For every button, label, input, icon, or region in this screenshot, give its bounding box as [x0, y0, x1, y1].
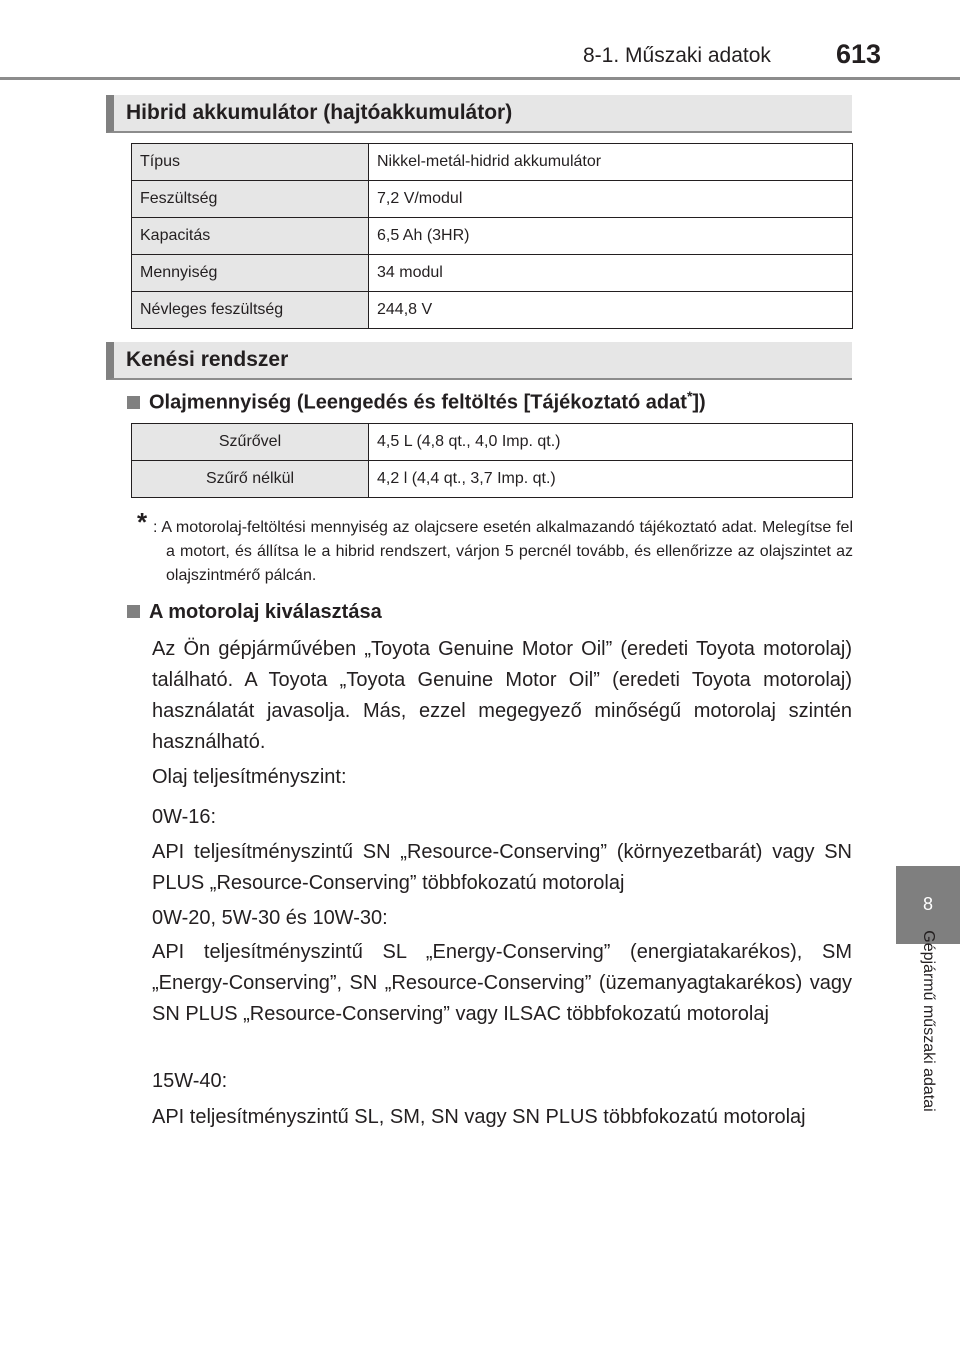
table-key: Szűrő nélkül [132, 461, 369, 498]
table-value: 4,2 l (4,4 qt., 3,7 Imp. qt.) [369, 461, 853, 498]
oil-grade-2 [152, 903, 852, 934]
oil-capacity-table [131, 423, 853, 498]
paragraph: Az Ön gépjárművében „Toyota Genuine Motor Oil” (eredeti Toyota motorolaj) található. A Toyota „Toyota Genuine Motor Oil” (eredeti Toyota motorolaj) használatát javasolja. Más, ezzel megegyező minőségű motorolaj szintén használható. [152, 638, 852, 753]
section-title: Kenési rendszer [126, 348, 289, 371]
table-row [132, 424, 853, 461]
header-divider [0, 77, 960, 80]
paragraph: API teljesítményszintű SL „Energy-Conserving” (energiatakarékos), SM „Energy-Conserving”, SN „Resource-Conserving” (üzemanyagtakarékos) vagy SN PLUS „Resource-Conserving” vagy ILSAC többfokozatú motorolaj [152, 941, 852, 1025]
header-section-title: 8-1. Műszaki adatok [583, 44, 771, 67]
chapter-side-label-text: Gépjármű műszaki adatai [920, 930, 937, 1112]
hybrid-battery-table [131, 143, 853, 329]
paragraph: API teljesítményszintű SN „Resource-Conserving” (környezetbarát) vagy SN PLUS „Resource-Conserving” többfokozatú motorolaj [152, 841, 852, 894]
table-key: Szűrővel [132, 424, 369, 461]
table-row [132, 255, 853, 292]
footnote-star: * [137, 507, 148, 537]
table-value: 244,8 V [369, 292, 853, 329]
footnote [137, 507, 853, 588]
table-value: 4,5 L (4,8 qt., 4,0 Imp. qt.) [369, 424, 853, 461]
table-value: 6,5 Ah (3HR) [369, 218, 853, 255]
table-key: Névleges feszültség [132, 292, 369, 329]
table-key: Kapacitás [132, 218, 369, 255]
oil-grade-1-text [152, 837, 852, 899]
square-bullet-icon [127, 396, 140, 409]
paragraph: API teljesítményszintű SL, SM, SN vagy SN PLUS többfokozatú motorolaj [152, 1106, 806, 1128]
chapter-number: 8 [922, 894, 933, 914]
table-key: Típus [132, 144, 369, 181]
paragraph: 15W-40: [152, 1070, 228, 1092]
page-number: 613 [836, 39, 882, 69]
oil-capacity-heading-text: Olajmennyiség (Leengedés és feltöltés [Tájékoztató adat [149, 391, 687, 414]
section-title: Hibrid akkumulátor (hajtóakkumulátor) [126, 101, 513, 124]
footnote-marker: * [686, 388, 693, 404]
oil-grade-2-text [152, 937, 852, 1030]
oil-grade-3 [152, 1066, 852, 1097]
table-key: Mennyiség [132, 255, 369, 292]
oil-capacity-heading [127, 388, 706, 415]
table-value: 34 modul [369, 255, 853, 292]
footnote-text: : A motorolaj-feltöltési mennyiség az olajcsere esetén alkalmazandó tájékoztató adat. Melegítse fel a motort, és állítsa le a hibrid rendszert, várjon 5 percnél tovább, és ellenőrizze az olajszintet az olajszintmérő pálcán. [153, 519, 853, 584]
table-row [132, 292, 853, 329]
table-key: Feszültség [132, 181, 369, 218]
table-value: Nikkel-metál-hidrid akkumulátor [369, 144, 853, 181]
oil-selection-heading-text: A motorolaj kiválasztása [149, 601, 382, 623]
table-row [132, 218, 853, 255]
table-row [132, 144, 853, 181]
oil-selection-intro [152, 634, 852, 758]
oil-grade-1 [152, 802, 852, 833]
oil-level-label [152, 762, 852, 793]
paragraph: Olaj teljesítményszint: [152, 766, 347, 788]
table-row [132, 461, 853, 498]
oil-selection-heading [127, 601, 382, 624]
square-bullet-icon [127, 605, 140, 618]
oil-capacity-heading-end: ]) [692, 391, 706, 414]
table-value: 7,2 V/modul [369, 181, 853, 218]
paragraph: 0W-20, 5W-30 és 10W-30: [152, 907, 388, 929]
section-header-hybrid-battery [106, 95, 852, 133]
oil-grade-3-text [152, 1102, 852, 1133]
paragraph: 0W-16: [152, 806, 217, 828]
table-row [132, 181, 853, 218]
section-header-lubrication [106, 342, 852, 380]
